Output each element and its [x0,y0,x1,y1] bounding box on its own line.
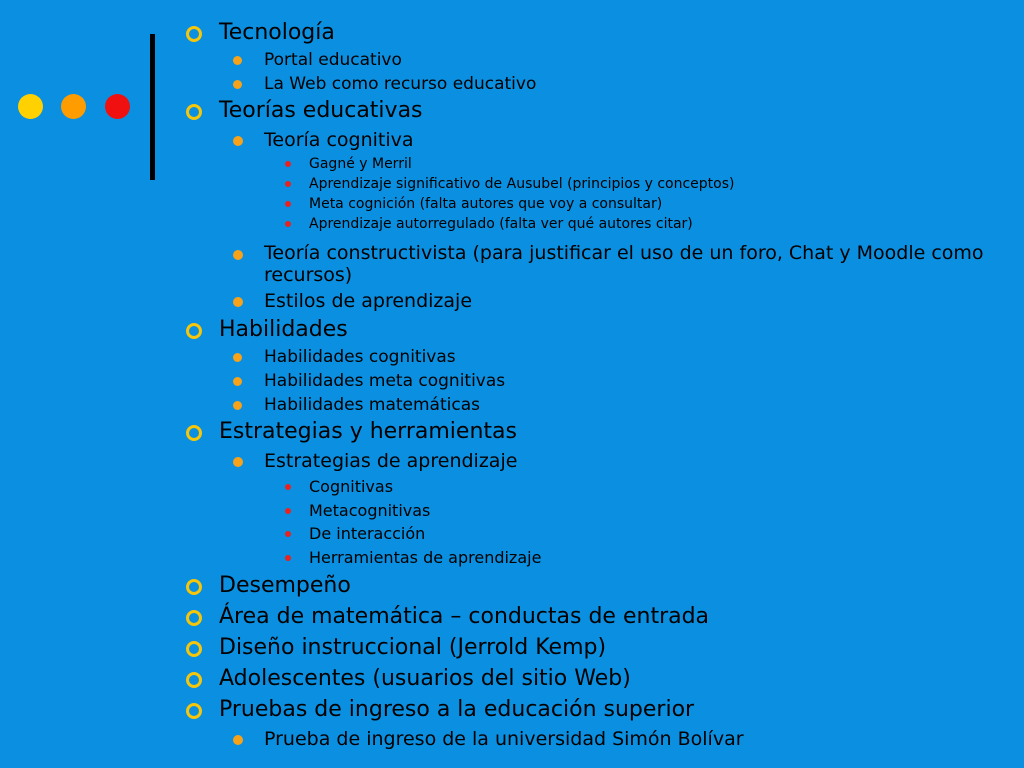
vertical-divider [150,34,155,180]
ring-bullet-icon [186,425,202,441]
outline-subitem [182,369,1012,393]
outline-label: Habilidades meta cognitivas [264,371,506,391]
outline-subitem [182,242,1012,286]
outline-subsubitem [182,499,1012,523]
outline-item [182,695,1012,725]
ring-bullet-icon [186,610,202,626]
ring-bullet-icon [186,641,202,657]
outline-subitem [182,289,1012,313]
dot-bullet-icon [233,377,242,386]
outline-label: Habilidades matemáticas [264,395,480,415]
outline-subsubitem [182,174,1012,194]
outline-subitem [182,48,1012,72]
red-bullet-icon [285,221,291,227]
outline-label: Diseño instruccional (Jerrold Kemp) [219,635,607,660]
outline-item [182,96,1012,126]
dot-bullet-icon [233,401,242,410]
outline-item [182,417,1012,447]
outline-subitem [182,727,1012,751]
ring-bullet-icon [186,323,202,339]
outline-label: De interacción [309,524,426,543]
outline-label: Cognitivas [309,477,394,496]
red-dot-icon [105,94,130,119]
outline-subitem [182,345,1012,369]
outline-label: Prueba de ingreso de la universidad Simón Bolívar [264,728,744,750]
red-bullet-icon [285,161,291,167]
dot-bullet-icon [233,250,243,260]
outline-subitem [182,393,1012,417]
outline-label: Portal educativo [264,50,402,70]
outline-item [182,18,1012,48]
red-bullet-icon [285,201,291,207]
orange-dot-icon [61,94,86,119]
outline-label: Estrategias de aprendizaje [264,450,518,472]
ring-bullet-icon [186,672,202,688]
outline-label: Herramientas de aprendizaje [309,547,542,567]
outline-label: Aprendizaje autorregulado (falta ver qué autores citar) [309,216,693,232]
outline-label: Habilidades cognitivas [264,347,456,367]
dot-bullet-icon [233,297,243,307]
outline-label: Aprendizaje significativo de Ausubel (principios y conceptos) [309,176,735,192]
outline-label: Teoría constructivista (para justificar el uso de un foro, Chat y Moodle como recursos) [264,242,984,286]
ring-bullet-icon [186,26,202,42]
outline-item [182,571,1012,601]
outline-subitem [182,72,1012,96]
dot-bullet-icon [233,56,242,65]
outline-label: Estrategias y herramientas [219,419,517,444]
dot-bullet-icon [233,735,243,745]
outline-subsubitem [182,522,1012,546]
outline-item [182,633,1012,663]
ring-bullet-icon [186,579,202,595]
yellow-dot-icon [18,94,43,119]
outline-label: Adolescentes (usuarios del sitio Web) [219,666,631,691]
outline-subsubitem [182,154,1012,174]
outline-subsubitem [182,475,1012,499]
outline-subsubitem [182,214,1012,234]
outline-label: Habilidades [219,317,348,342]
outline-label: Desempeño [219,573,351,598]
red-bullet-icon [285,484,291,490]
outline-label: Estilos de aprendizaje [264,290,473,312]
outline-label: Tecnología [219,20,335,45]
outline-label: La Web como recurso educativo [264,74,537,94]
red-bullet-icon [285,508,291,514]
outline-subitem [182,128,1012,152]
ring-bullet-icon [186,104,202,120]
dot-bullet-icon [233,457,243,467]
dot-bullet-icon [233,80,242,89]
outline-subsubitem [182,546,1012,570]
outline-label: Pruebas de ingreso a la educación superior [219,697,695,722]
outline-label: Teorías educativas [219,98,423,123]
dot-bullet-icon [233,136,243,146]
outline-label: Metacognitivas [309,500,431,520]
outline-label: Área de matemática – conductas de entrada [219,604,710,629]
outline-label: Gagné y Merril [309,156,412,172]
dot-bullet-icon [233,353,242,362]
outline-label: Teoría cognitiva [264,129,414,151]
red-bullet-icon [285,555,291,561]
outline-subitem [182,449,1012,473]
red-bullet-icon [285,531,291,537]
outline-item [182,602,1012,632]
ring-bullet-icon [186,703,202,719]
outline-label: Meta cognición (falta autores que voy a consultar) [309,196,663,212]
outline-item [182,315,1012,345]
outline-item [182,664,1012,694]
red-bullet-icon [285,181,291,187]
outline-subsubitem [182,194,1012,214]
slide-outline [182,18,1012,753]
